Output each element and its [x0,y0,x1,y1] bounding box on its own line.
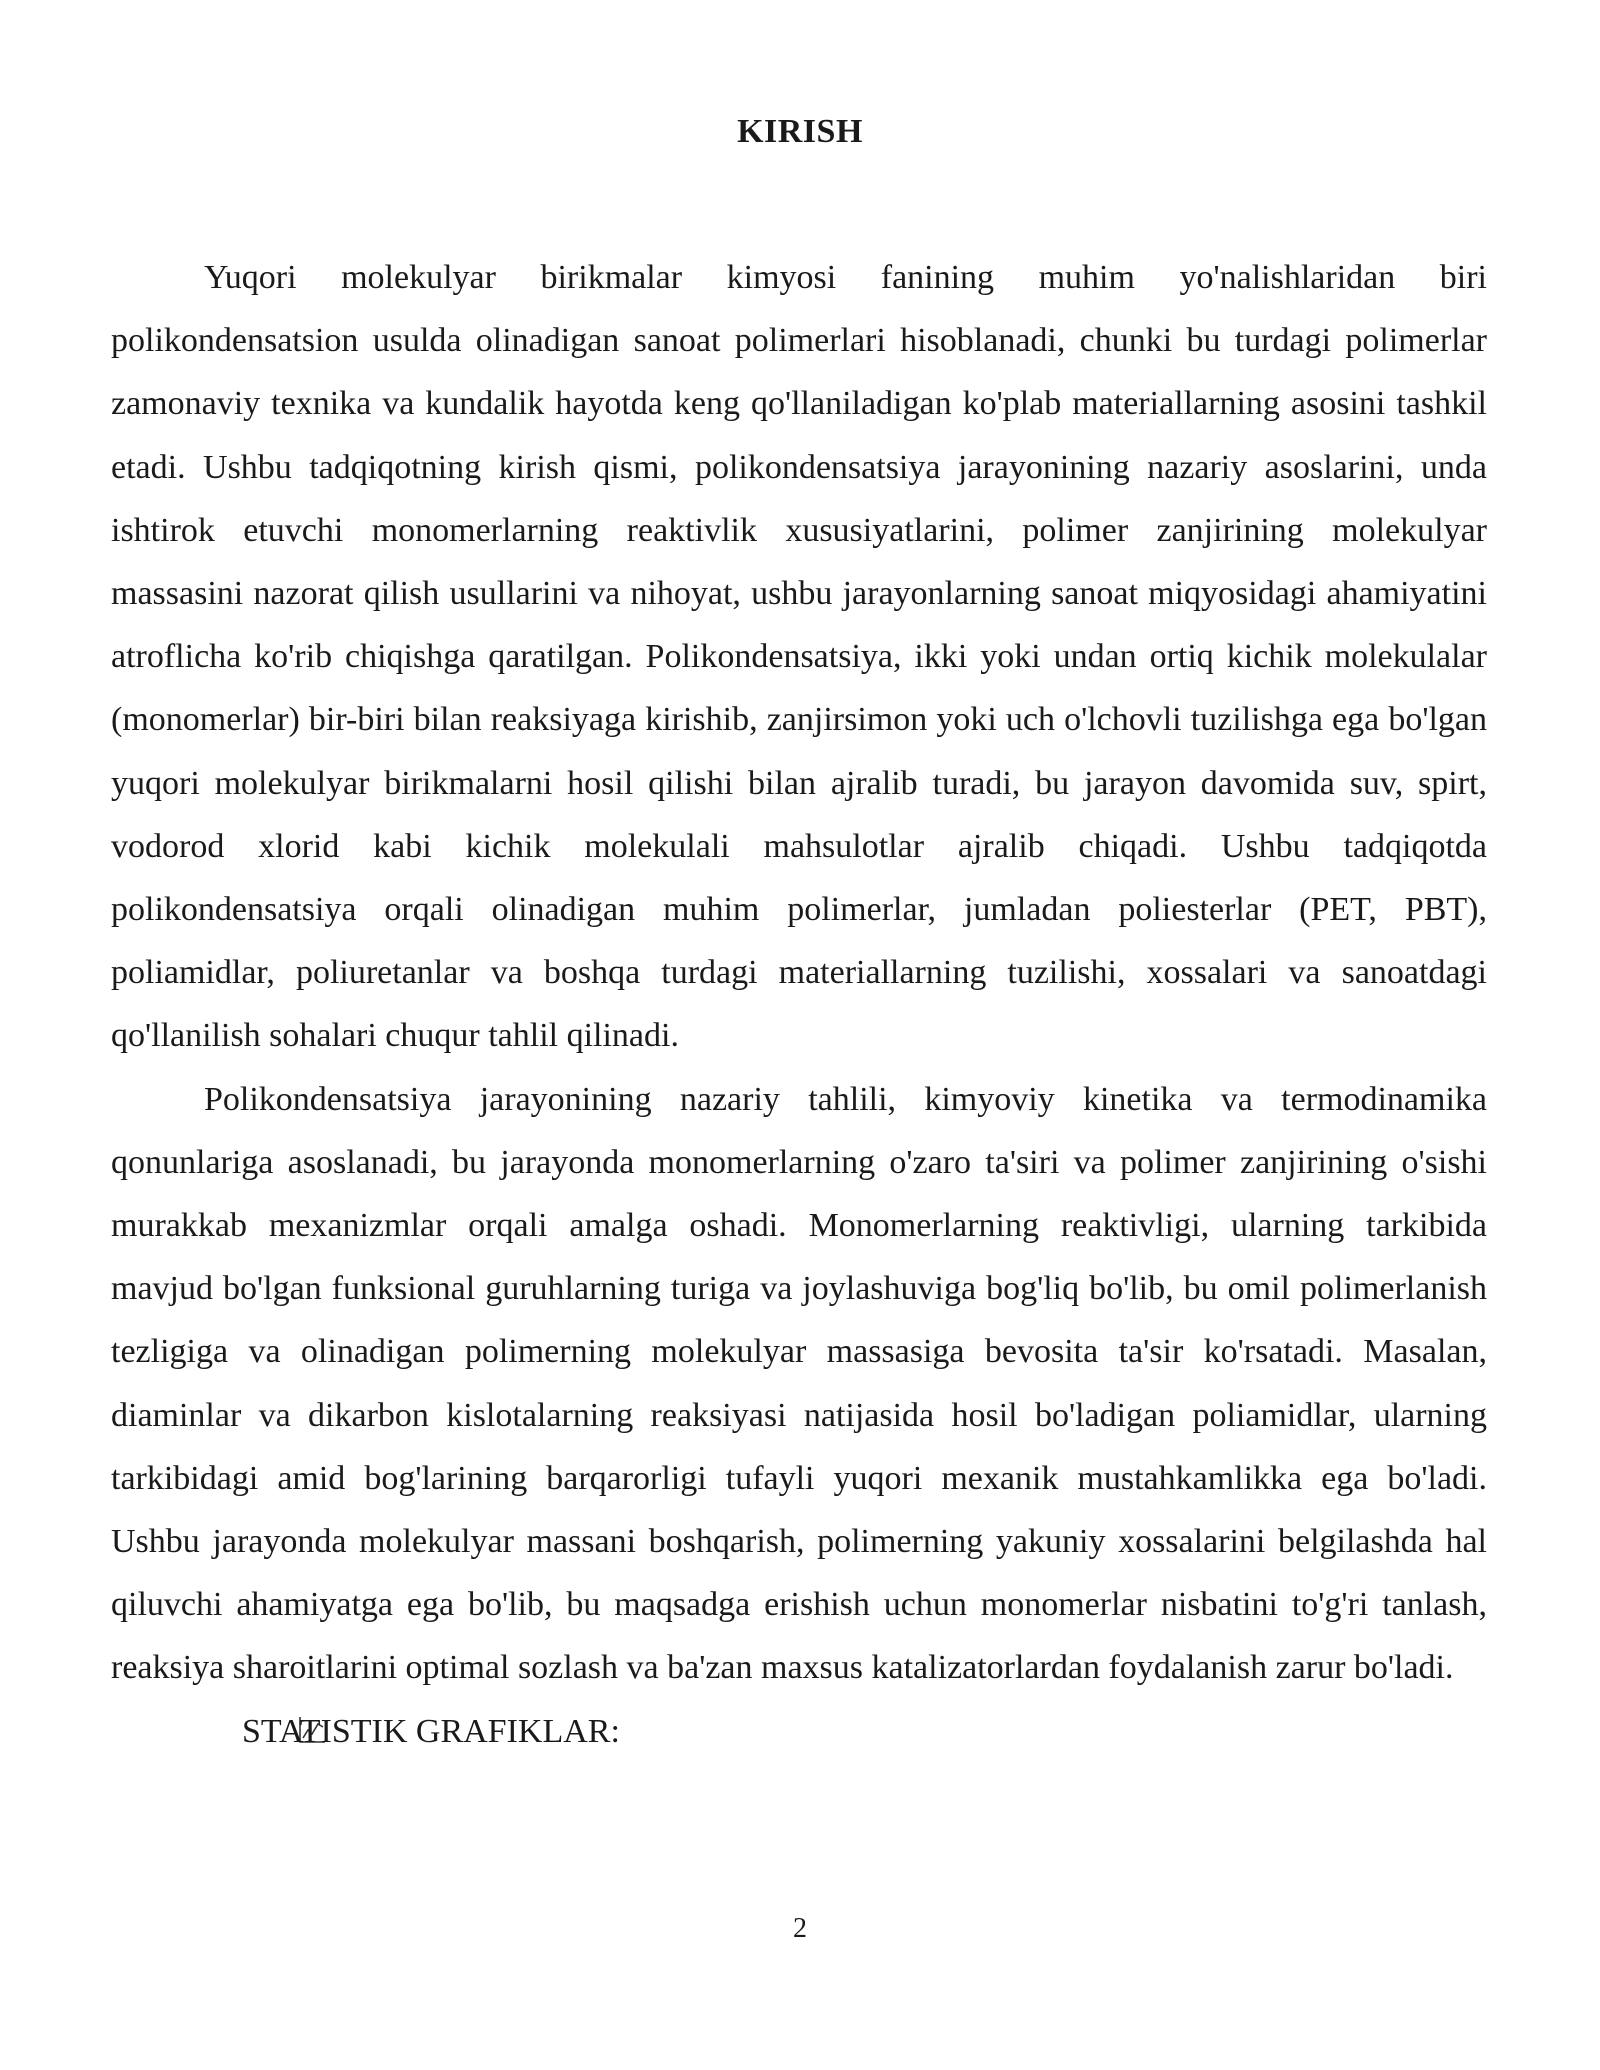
paragraph-1: Yuqori molekulyar birikmalar kimyosi fanining muhim yo'nalishlaridan biri polikondensatsion usulda olinadigan sanoat polimerlari hisoblanadi, chunki bu turdagi polimerlar zamonaviy texnika va kundalik hayotda keng qo'llaniladigan ko'plab materiallarning asosini tashkil etadi. Ushbu tadqiqotning kirish qismi, polikondensatsiya jarayonining nazariy asoslarini, unda ishtirok etuvchi monomerlarning reaktivlik xususiyatlarini, polimer zanjirining molekulyar massasini nazorat qilish usullarini va nihoyat, ushbu jarayonlarning sanoat miqyosidagi ahamiyatini atroflicha ko'rib chiqishga qaratilgan. Polikondensatsiya, ikki yoki undan ortiq kichik molekulalar (monomerlar) bir-biri bilan reaksiyaga kirishib, zanjirsimon yoki uch o'lchovli tuzilishga ega bo'lgan yuqori molekulyar birikmalarni hosil qilishi bilan ajralib turadi, bu jarayon davomida suv, spirt, vodorod xlorid kabi kichik molekulali mahsulotlar ajralib chiqadi. Ushbu tadqiqotda polikondensatsiya orqali olinadigan muhim polimerlar, jumladan poliesterlar (PET, PBT), poliamidlar, poliuretanlar va boshqa turdagi materiallarning tuzilishi, xossalari va sanoatdagi qo'llanilish sohalari chuqur tahlil qilinadi. [111,259,1487,1055]
chart-increasing-icon [204,1703,234,1733]
body-text [111,246,1487,1763]
page-number: 2 [793,1913,807,1944]
paragraph-2: Polikondensatsiya jarayonining nazariy tahlili, kimyoviy kinetika va termodinamika qonunlariga asoslanadi, bu jarayonda monomerlarning o'zaro ta'siri va polimer zanjirining o'sishi murakkab mexanizmlar orqali amalga oshadi. Monomerlarning reaktivligi, ularning tarkibida mavjud bo'lgan funksional guruhlarning turiga va joylashuviga bog'liq bo'lib, bu omil polimerlanish tezligiga va olinadigan polimerning molekulyar massasiga bevosita ta'sir ko'rsatadi. Masalan, diaminlar va dikarbon kislotalarning reaksiyasi natijasida hosil bo'ladigan poliamidlar, ularning tarkibidagi amid bog'larining barqarorligi tufayli yuqori mexanik mustahkamlikka ega bo'ladi. Ushbu jarayonda molekulyar massani boshqarish, polimerning yakuniy xossalarini belgilashda hal qiluvchi ahamiyatga ega bo'lib, bu maqsadga erishish uchun monomerlar nisbatini to'g'ri tanlash, reaksiya sharoitlarini optimal sozlash va ba'zan maxsus katalizatorlardan foydalanish zarur bo'ladi. [111,1080,1487,1687]
section-heading-label: STATISTIK GRAFIKLAR: [242,1712,620,1750]
page-title: KIRISH [737,113,863,150]
section-heading [111,1700,1487,1763]
